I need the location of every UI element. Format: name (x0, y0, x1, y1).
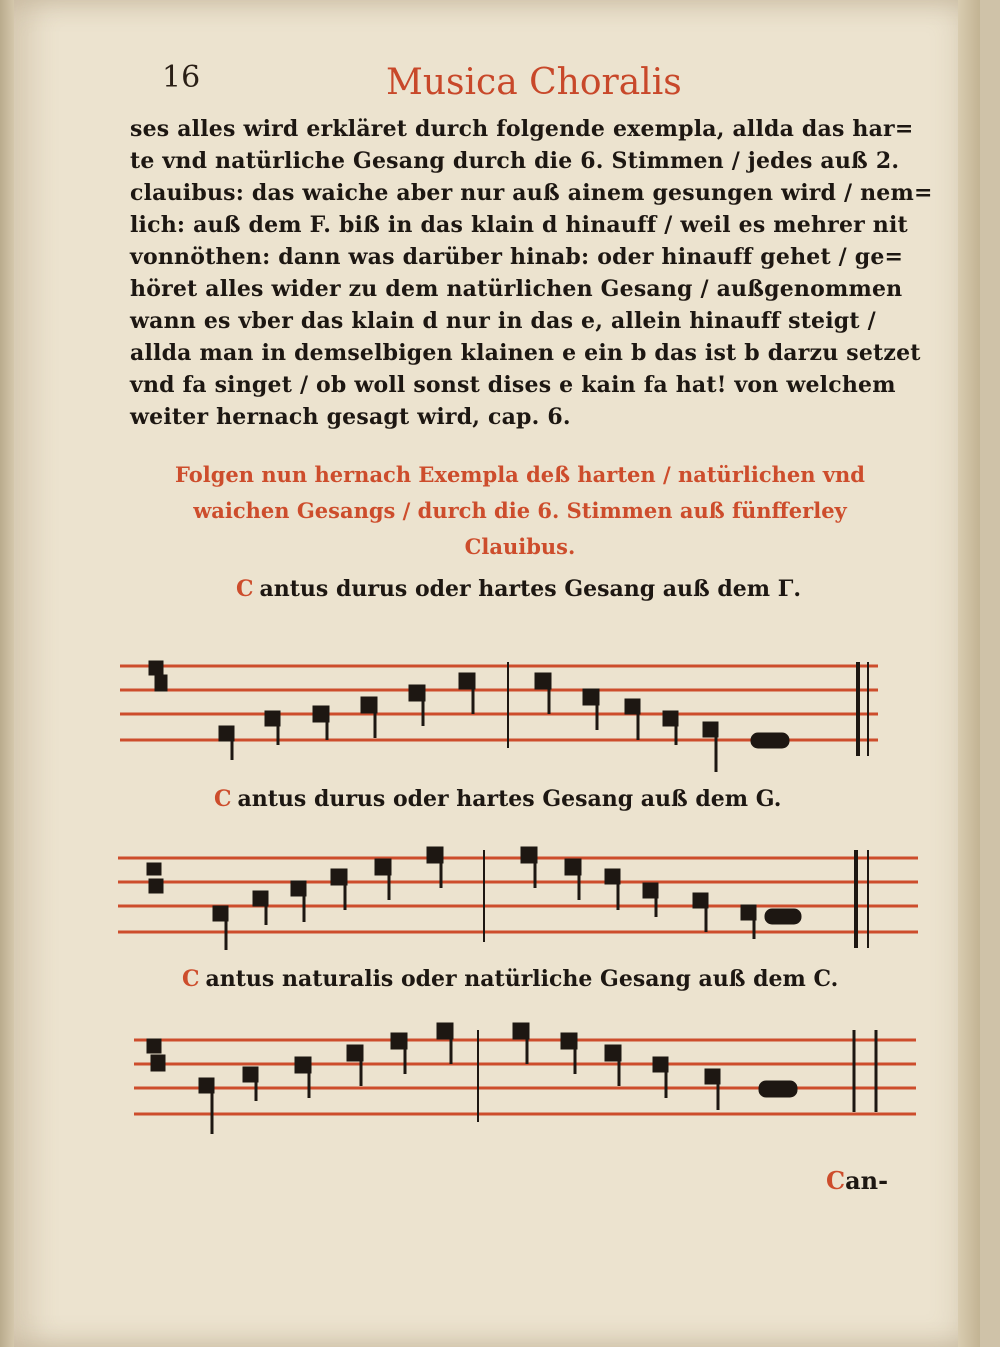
notes-staff-2 (148, 848, 868, 950)
body-text-line: wann es vber das klain d nur in das e, allein hinauff steigt / (130, 308, 876, 334)
body-text-line: vonnöthen: dann was darüber hinab: oder hinauff gehet / ge= (130, 244, 904, 270)
body-text-line: weiter hernach gesagt wird, cap. 6. (130, 404, 571, 430)
rubric-heading-line: waichen Gesangs / durch die 6. Stimmen auß fünfferley (193, 498, 847, 523)
red-initial: C (236, 576, 254, 602)
rubric-heading-line: Clauibus. (464, 534, 576, 559)
caption-text: antus naturalis oder natürliche Gesang auß dem C. (205, 966, 839, 992)
body-text-line: clauibus: das waiche aber nur auß ainem gesungen wird / nem= (130, 180, 933, 206)
red-initial: C (182, 966, 200, 992)
rubric-heading-line: Folgen nun hernach Exempla deß harten / natürlichen vnd (175, 462, 865, 487)
body-text-line: vnd fa singet / ob woll sonst dises e kain fa hat! von welchem (130, 372, 896, 398)
caption-text: antus durus oder hartes Gesang auß dem Γ. (259, 576, 802, 602)
body-text-line: allda man in demselbigen klainen e ein b das ist b darzu setzet (130, 340, 921, 366)
running-title: Musica Choralis (386, 62, 682, 103)
body-text-line: lich: auß dem F. biß in das klain d hinauff / weil es mehrer nit (130, 212, 908, 238)
body-text-line: ses alles wird erkläret durch folgende exempla, allda das har= (130, 116, 914, 142)
catchword (826, 1166, 888, 1195)
catchword-text: an- (845, 1166, 889, 1195)
body-text-line: te vnd natürliche Gesang durch die 6. Stimmen / jedes auß 2. (130, 148, 900, 174)
caption-text: antus durus oder hartes Gesang auß dem G. (237, 786, 782, 812)
page-number: 16 (162, 60, 201, 95)
red-initial: C (214, 786, 232, 812)
red-initial: C (826, 1166, 846, 1195)
body-text-line: höret alles wider zu dem natürlichen Gesang / außgenommen (130, 276, 903, 302)
notes-staff-1 (150, 662, 868, 772)
